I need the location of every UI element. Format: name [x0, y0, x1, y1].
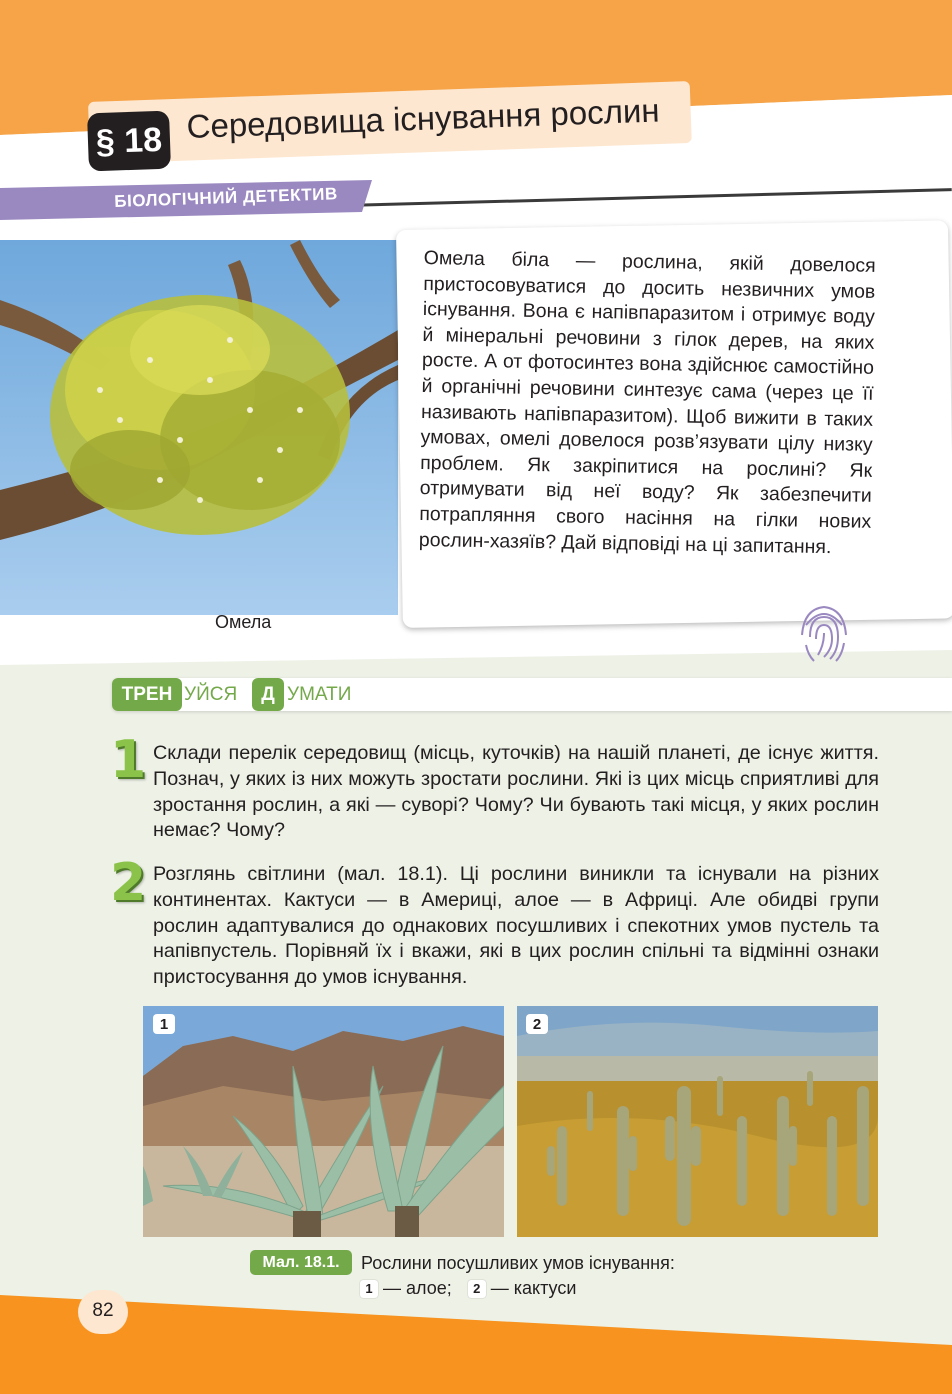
task-text-1: Склади перелік середовищ (місць, куточків) на нашій планеті, де існує життя. Познач, у яких із них можуть зростати рослини. Які із цих місць сприятливі для зростання рослин, а які — суворі? Чому? Чи бувають такі місця, у яких рослин немає? Чому? — [153, 742, 879, 842]
legend-badge-2: 2 — [468, 1280, 486, 1298]
detective-label: БІОЛОГІЧНИЙ ДЕТЕКТИВ — [114, 184, 339, 211]
legend-text-1: — алое; — [383, 1278, 452, 1298]
photo-number-1: 1 — [153, 1014, 175, 1034]
fingerprint-icon — [786, 595, 862, 671]
legend-text-2: — кактуси — [490, 1278, 577, 1298]
figure-legend — [360, 1278, 576, 1299]
page-number: 82 — [92, 1300, 114, 1321]
legend-badge-1: 1 — [360, 1280, 378, 1298]
mistletoe-caption: Омела — [215, 612, 272, 632]
page-title: Середовища існування рослин — [186, 91, 661, 145]
task-text-2: Розглянь світлини (мал. 18.1). Ці рослини виникли та існували на різних континентах. Кактуси — в Америці, алое — в Африці. Але обидві групи рослин адаптувалися до однакових посушливих і спекотних умов пустель та напівпустель. Порівняй їх і вкажи, які в цих рослин спільні та відмінні ознаки пристосування до умов існування. — [153, 863, 879, 989]
figure-label: Мал. 18.1. — [250, 1250, 352, 1275]
train-word-1: УЙСЯ — [184, 684, 238, 705]
mistletoe-photo — [0, 240, 398, 615]
train-pill-1: ТРЕН — [112, 678, 182, 711]
photo-number-2: 2 — [526, 1014, 548, 1034]
cactus-photo — [517, 1006, 878, 1237]
task-number-1: 1 — [110, 730, 147, 790]
aloe-photo — [143, 1006, 504, 1237]
paragraph-badge: § 18 — [87, 111, 171, 172]
task-number-2: 2 — [110, 853, 147, 913]
train-pill-2: Д — [252, 678, 284, 711]
detective-text: Омела біла — рослина, якій довелося пристосовуватися до досить незвичних умов існування. Вона є напівпаразитом і отримує воду й мінеральні речовини з гілок дерев, на яких росте. А от фотосинтез вона здійснює самостійно й органічні речовини синтезує сама (через це її називають напівпаразитом). Щоб вижити в таких умовах, омелі довелося розв’язувати цілу низку проблем. Як закріпитися на рослині? Як отримувати від неї воду? Як забезпечити потрапляння свого насіння на гілки нових рослин-хазяїв? Дай відповіді на ці запитання. — [418, 246, 876, 558]
train-bar — [112, 678, 952, 711]
train-word-2: УМАТИ — [287, 684, 352, 705]
figure-title: Рослини посушливих умов існування: — [361, 1253, 675, 1273]
